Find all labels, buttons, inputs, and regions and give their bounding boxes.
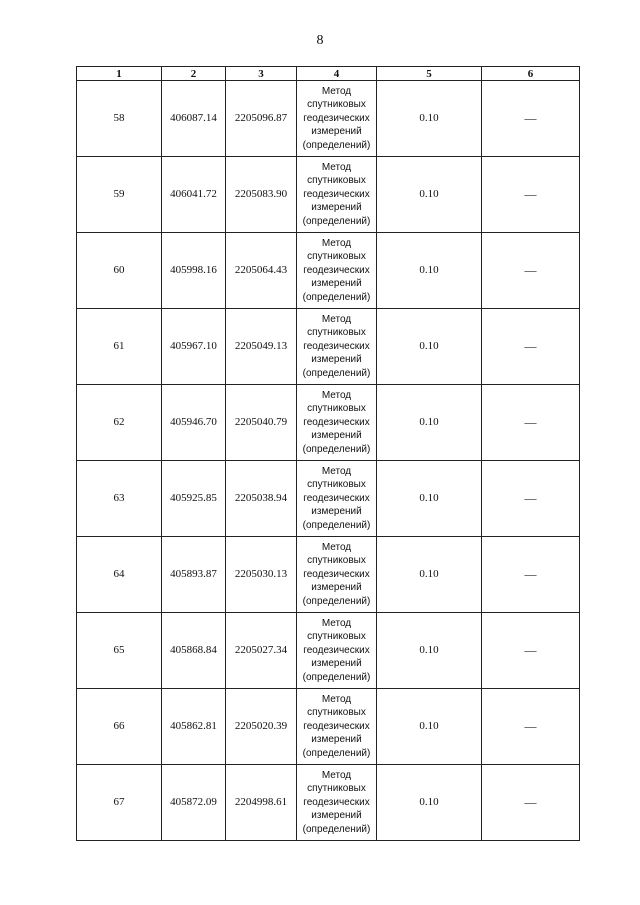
method-cell	[297, 537, 377, 613]
method-line: измерений	[311, 430, 362, 442]
point-number-cell: 58	[77, 81, 162, 157]
point-number-cell: 60	[77, 233, 162, 309]
table-row	[77, 81, 580, 157]
method-line: Метод	[321, 465, 352, 477]
accuracy-cell: 0.10	[377, 689, 482, 765]
accuracy-cell: 0.10	[377, 157, 482, 233]
method-line: геодезических	[303, 720, 370, 732]
method-line: (определений)	[302, 747, 371, 759]
method-line: измерений	[311, 658, 362, 670]
accuracy-cell: 0.10	[377, 765, 482, 841]
method-cell	[297, 233, 377, 309]
method-line: спутниковых	[307, 175, 366, 187]
header-col-2: 2	[162, 67, 226, 81]
method-line: (определений)	[302, 139, 371, 151]
x-coordinate-cell: 405893.87	[162, 537, 226, 613]
y-coordinate-cell: 2205049.13	[226, 309, 297, 385]
method-line: Метод	[321, 237, 352, 249]
method-line: (определений)	[302, 291, 371, 303]
point-number-cell: 62	[77, 385, 162, 461]
method-line: измерений	[311, 810, 362, 822]
x-coordinate-cell: 405862.81	[162, 689, 226, 765]
header-col-1: 1	[77, 67, 162, 81]
point-number-cell: 66	[77, 689, 162, 765]
x-coordinate-cell: 405925.85	[162, 461, 226, 537]
table-row	[77, 689, 580, 765]
method-line: Метод	[321, 389, 352, 401]
method-line: спутниковых	[307, 403, 366, 415]
method-cell	[297, 689, 377, 765]
x-coordinate-cell: 405872.09	[162, 765, 226, 841]
method-cell	[297, 385, 377, 461]
method-line: (определений)	[302, 595, 371, 607]
accuracy-cell: 0.10	[377, 385, 482, 461]
method-cell	[297, 157, 377, 233]
x-coordinate-cell: 405967.10	[162, 309, 226, 385]
method-line: геодезических	[303, 492, 370, 504]
method-cell	[297, 309, 377, 385]
table-row	[77, 537, 580, 613]
method-cell	[297, 461, 377, 537]
y-coordinate-cell: 2205027.34	[226, 613, 297, 689]
y-coordinate-cell: 2205038.94	[226, 461, 297, 537]
y-coordinate-cell: 2205040.79	[226, 385, 297, 461]
note-cell: —	[482, 765, 580, 841]
method-line: (определений)	[302, 215, 371, 227]
method-line: измерений	[311, 354, 362, 366]
note-cell: —	[482, 537, 580, 613]
method-line: геодезических	[303, 796, 370, 808]
table-row	[77, 309, 580, 385]
header-col-3: 3	[226, 67, 297, 81]
method-line: Метод	[321, 769, 352, 781]
method-line: (определений)	[302, 367, 371, 379]
method-line: спутниковых	[307, 327, 366, 339]
accuracy-cell: 0.10	[377, 81, 482, 157]
method-cell	[297, 765, 377, 841]
method-line: (определений)	[302, 823, 371, 835]
y-coordinate-cell: 2205083.90	[226, 157, 297, 233]
accuracy-cell: 0.10	[377, 537, 482, 613]
y-coordinate-cell: 2205096.87	[226, 81, 297, 157]
point-number-cell: 67	[77, 765, 162, 841]
method-line: измерений	[311, 734, 362, 746]
accuracy-cell: 0.10	[377, 309, 482, 385]
note-cell: —	[482, 689, 580, 765]
header-col-5: 5	[377, 67, 482, 81]
method-line: спутниковых	[307, 251, 366, 263]
table-row	[77, 385, 580, 461]
method-line: измерений	[311, 278, 362, 290]
note-cell: —	[482, 233, 580, 309]
point-number-cell: 65	[77, 613, 162, 689]
method-line: геодезических	[303, 188, 370, 200]
x-coordinate-cell: 405946.70	[162, 385, 226, 461]
table-body	[77, 81, 580, 841]
y-coordinate-cell: 2205064.43	[226, 233, 297, 309]
note-cell: —	[482, 309, 580, 385]
method-cell	[297, 81, 377, 157]
table-header	[77, 67, 580, 81]
method-line: геодезических	[303, 568, 370, 580]
method-line: Метод	[321, 617, 352, 629]
note-cell: —	[482, 81, 580, 157]
accuracy-cell: 0.10	[377, 461, 482, 537]
accuracy-cell: 0.10	[377, 613, 482, 689]
method-line: спутниковых	[307, 783, 366, 795]
point-number-cell: 63	[77, 461, 162, 537]
method-line: геодезических	[303, 644, 370, 656]
method-line: измерений	[311, 506, 362, 518]
point-number-cell: 64	[77, 537, 162, 613]
header-row	[77, 67, 580, 81]
method-line: геодезических	[303, 416, 370, 428]
y-coordinate-cell: 2205030.13	[226, 537, 297, 613]
method-line: геодезических	[303, 264, 370, 276]
method-line: (определений)	[302, 519, 371, 531]
y-coordinate-cell: 2204998.61	[226, 765, 297, 841]
table-row	[77, 233, 580, 309]
method-line: геодезических	[303, 112, 370, 124]
coordinates-table	[76, 66, 580, 841]
page-number: 8	[316, 33, 324, 48]
method-line: Метод	[321, 85, 352, 97]
y-coordinate-cell: 2205020.39	[226, 689, 297, 765]
x-coordinate-cell: 406087.14	[162, 81, 226, 157]
note-cell: —	[482, 157, 580, 233]
method-line: геодезических	[303, 340, 370, 352]
table-row	[77, 613, 580, 689]
method-line: измерений	[311, 202, 362, 214]
note-cell: —	[482, 385, 580, 461]
method-line: Метод	[321, 161, 352, 173]
method-line: измерений	[311, 126, 362, 138]
method-line: измерений	[311, 582, 362, 594]
point-number-cell: 61	[77, 309, 162, 385]
point-number-cell: 59	[77, 157, 162, 233]
method-line: Метод	[321, 541, 352, 553]
method-line: спутниковых	[307, 99, 366, 111]
x-coordinate-cell: 406041.72	[162, 157, 226, 233]
table-row	[77, 461, 580, 537]
table-row	[77, 157, 580, 233]
note-cell: —	[482, 461, 580, 537]
accuracy-cell: 0.10	[377, 233, 482, 309]
note-cell: —	[482, 613, 580, 689]
header-col-4: 4	[297, 67, 377, 81]
method-cell	[297, 613, 377, 689]
table-row	[77, 765, 580, 841]
method-line: (определений)	[302, 443, 371, 455]
method-line: спутниковых	[307, 631, 366, 643]
x-coordinate-cell: 405998.16	[162, 233, 226, 309]
method-line: спутниковых	[307, 707, 366, 719]
method-line: спутниковых	[307, 555, 366, 567]
method-line: Метод	[321, 313, 352, 325]
method-line: Метод	[321, 693, 352, 705]
method-line: (определений)	[302, 671, 371, 683]
x-coordinate-cell: 405868.84	[162, 613, 226, 689]
method-line: спутниковых	[307, 479, 366, 491]
header-col-6: 6	[482, 67, 580, 81]
